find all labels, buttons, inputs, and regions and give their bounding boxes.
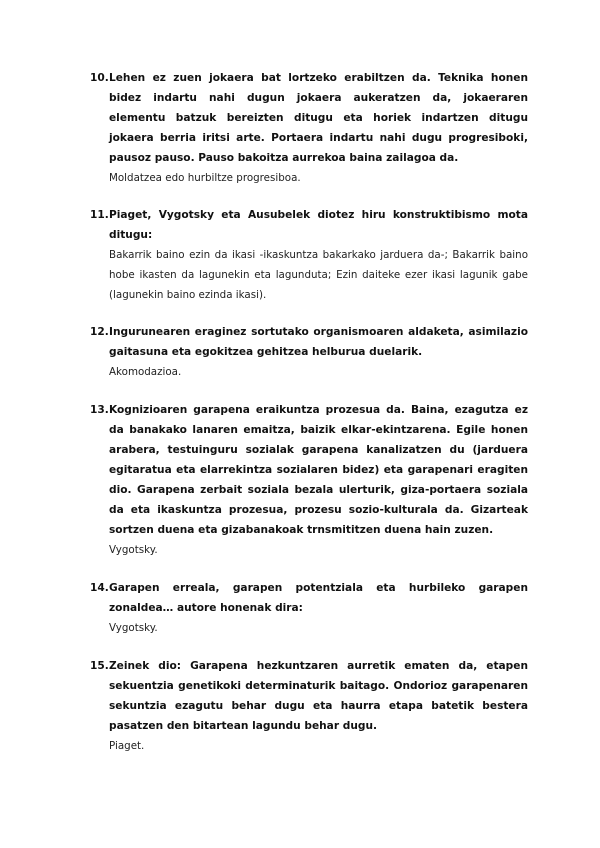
answer-text: Bakarrik baino ezin da ikasi -ikaskuntza bakarkako jarduera da-; Bakarrik baino hobe ikasten da lagunekin eta lagunduta; Ezin daiteke ezer ikasi lagunik gabe (lagunekin baino ezinda ikasi). bbox=[109, 249, 528, 301]
question-number: 15. bbox=[90, 660, 109, 672]
question-number: 12. bbox=[90, 326, 109, 338]
question-text: Garapen erreala, garapen potentziala eta hurbileko garapen zonaldea… autore honenak dira: bbox=[109, 582, 528, 614]
question-text: Lehen ez zuen jokaera bat lortzeko erabiltzen da. Teknika honen bidez indartu nahi dugun jokaera aukeratzen da, jokaeraren elementu batzuk bereizten ditugu eta horiek indartzen ditugu jokaera berria iritsi arte. Portaera indartu nahi dugu progresiboki, pausoz pauso. Pauso bakoitza aurrekoa baina zailagoa da. bbox=[109, 72, 528, 164]
answer-text: Vygotsky. bbox=[109, 544, 158, 556]
answer-text: Akomodazioa. bbox=[109, 366, 182, 378]
question-text: Ingurunearen eraginez sortutako organismoaren aldaketa, asimilazio gaitasuna eta egokitzea gehitzea helburua duelarik. bbox=[109, 326, 528, 358]
answer-text: Moldatzea edo hurbiltze progresiboa. bbox=[109, 172, 301, 184]
question-text: Zeinek dio: Garapena hezkuntzaren aurretik ematen da, etapen sekuentzia genetikoki determinaturik baitago. Ondorioz garapenaren sekuntzia ezagutu behar dugu eta haurra etapa batetik bestera pasatzen den bitartean lagundu behar dugu. bbox=[109, 660, 528, 732]
question-number: 13. bbox=[90, 404, 109, 416]
question-item-15 bbox=[90, 656, 528, 756]
question-text: Piaget, Vygotsky eta Ausubelek diotez hiru konstruktibismo mota ditugu: bbox=[109, 209, 528, 241]
question-item-12 bbox=[90, 322, 528, 382]
question-number: 11. bbox=[90, 209, 109, 221]
question-item-11 bbox=[90, 205, 528, 305]
answer-text: Piaget. bbox=[109, 740, 145, 752]
question-item-14 bbox=[90, 578, 528, 638]
question-text: Kognizioaren garapena eraikuntza prozesua da. Baina, ezagutza ez da banakako lanaren emaitza, baizik elkar-ekintzarena. Egile honen arabera, testuinguru sozialak garapena kanalizatzen du (jarduera egitaratua eta elarrekintza sozialaren bidez) eta garapenari eragiten dio. Garapena zerbait soziala bezala ulerturik, giza-portaera soziala da eta ikaskuntza prozesua, prozesu sozio-kulturala da. Gizarteak sortzen duena eta gizabanakoak trnsmititzen duena hain zuzen. bbox=[109, 404, 528, 536]
question-number: 10. bbox=[90, 72, 109, 84]
question-item-10 bbox=[90, 68, 528, 188]
question-number: 14. bbox=[90, 582, 109, 594]
question-item-13 bbox=[90, 400, 528, 560]
answer-text: Vygotsky. bbox=[109, 622, 158, 634]
